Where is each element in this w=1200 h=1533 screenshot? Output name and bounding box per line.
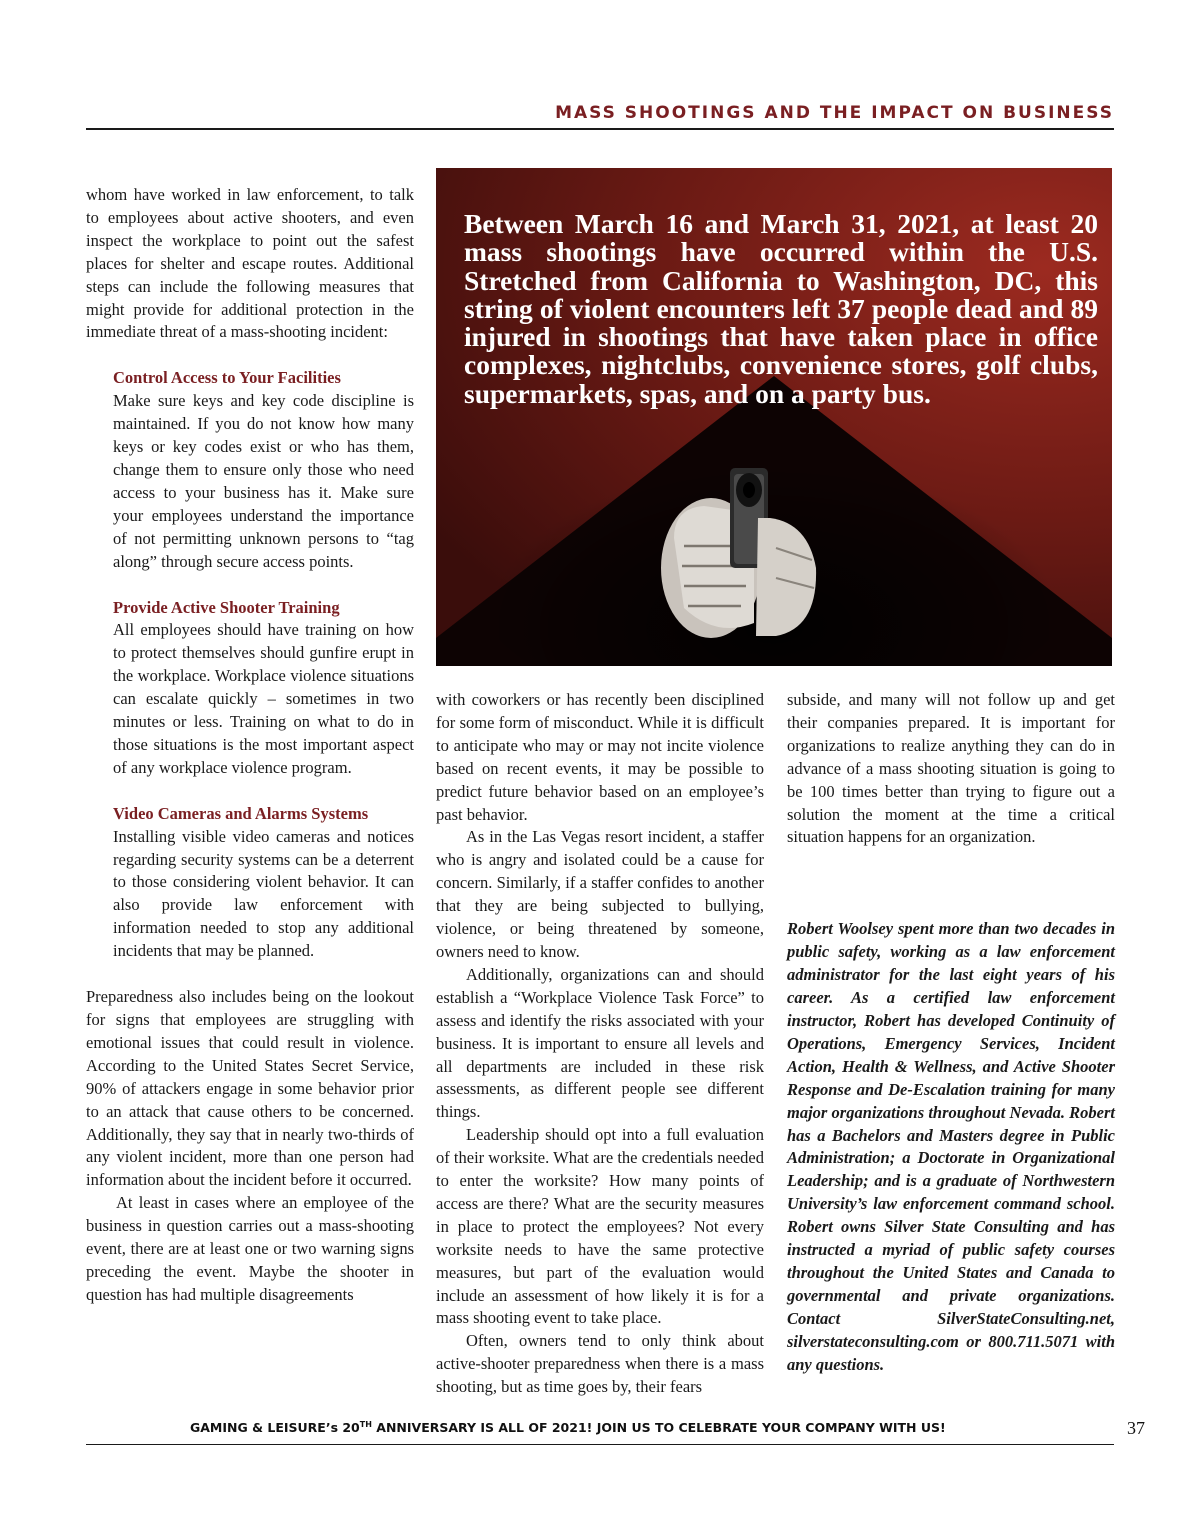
preparedness-paragraph: Preparedness also includes being on the lookout for signs that employees are struggling with emotional issues that could result in violence. According to the United States Secret Service, 90% of attackers engage in some behavior prior to an attack that cause others to be concerned. Additionally, they say that in nearly two-thirds of any violent incident, more than one person had information about the incident before it occurred. [86,987,414,1190]
column2-paragraph: As in the Las Vegas resort incident, a staffer who is angry and isolated could be a cause for concern. Similarly, if a staffer confides to another that they are being subjected to bullying, violence, or being threatened by someone, owners need to know. [436,827,764,961]
footer-rule [86,1444,1114,1445]
column2-paragraph: Additionally, organizations can and should establish a “Workplace Violence Task Force” to assess and identify the risks associated with your business. It is important to ensure all levels and all departments are included in these risk assessments, as different people see different things. [436,964,764,1122]
intro-paragraph: whom have worked in law enforcement, to talk to employees about active shooters, and even inspect the workplace to point out the safest places for shelter and escape routes. Additional steps can include the following measures that might provide for additional protection in the immediate threat of a mass-shooting incident: [86,185,414,342]
column2-paragraph: Leadership should opt into a full evaluation of their worksite. What are the credentials needed to enter the worksite? How many points of access are there? What are the security measures in place to protect the employees? Not every worksite needs to have the same protective measures, but part of the evaluation would include an assessment of how likely it is for a mass shooting event to take place. [436,1125,764,1328]
subsection-body: Installing visible video cameras and notices regarding security systems can be a deterrent to those considering violent behavior. It can also provide law enforcement with information needed to stop any additional incidents that may be planned. [113,826,414,961]
subsection-body: Make sure keys and key code discipline is maintained. If you do not know how many keys or key codes exist or who has them, change them to ensure only those who need access to your business has it. Make sure your employees understand the importance of not permitting unknown persons to “tag along” through secure access points. [113,391,414,571]
footer-text-start: GAMING & LEISURE’s 20 [190,1420,360,1436]
subsection-control-access [113,367,414,573]
author-bio: Robert Woolsey spent more than two decades in public safety, working as a law enforcement administrator for the last eight years of his career. As a certified law enforcement instructor, Robert has developed Continuity of Operations, Emergency Services, Incident Action, Health & Wellness, and Active Shooter Response and De-Escalation training for many major organizations throughout Nevada. Robert has a Bachelors and Masters degree in Public Administration; a Doctorate in Organizational Leadership; and is a graduate of Northwestern University’s law enforcement command school. Robert owns Silver State Consulting and has instructed a myriad of public safety courses throughout the United States and Canada to governmental and private organizations. Contact SilverStateConsulting.net, silverstateconsulting.com or 800.711.5071 with any questions. [787,919,1115,1374]
column-3 [787,689,1115,1376]
column2-paragraph: Often, owners tend to only think about active-shooter preparedness when there is a mass shooting, but as time goes by, their fears [436,1331,764,1397]
section-title: MASS SHOOTINGS AND THE IMPACT ON BUSINESS [555,103,1114,123]
page-number: 37 [1127,1418,1145,1438]
header-rule [86,128,1114,130]
column2-paragraph: with coworkers or has recently been disciplined for some form of misconduct. While it is difficult to anticipate who may or may not incite violence based on recent events, it may be possible to predict future behavior based on an employee’s past behavior. [436,690,764,824]
footer-superscript: TH [359,1420,372,1429]
continuation-paragraph: subside, and many will not follow up and get their companies prepared. It is important for organizations to realize anything they can do in advance of a mass shooting situation is going to be 100 times better than trying to figure out a solution the moment at the time a critical situation happens for an organization. [787,690,1115,847]
subsection-video-cameras [113,803,414,963]
warning-signs-paragraph: At least in cases where an employee of the business in question carries out a mass-shooting event, there are at least one or two warning signs preceding the event. Maybe the shooter in question has had multiple disagreements [86,1193,414,1304]
footer-text-end: ANNIVERSARY IS ALL OF 2021! JOIN US TO CELEBRATE YOUR COMPANY WITH US! [371,1420,946,1436]
subsection-heading: Video Cameras and Alarms Systems [113,803,369,823]
subsection-heading: Control Access to Your Facilities [113,368,341,388]
callout-text: Between March 16 and March 31, 2021, at least 20 mass shootings have occurred within the U.S. Stretched from California to Washington, DC, this string of violent encounters left 37 people dead and 89 injured in shootings that have taken place in office complexes, nightclubs, convenience stores, golf clubs, supermarkets, spas, and on a party bus. [464,208,1098,409]
subsection-body: All employees should have training on how to protect themselves should gunfire erupt in the workplace. Workplace violence situations can escalate quickly – sometimes in two minutes or less. Training on what to do in those situations is the most important aspect of any workplace violence program. [113,620,414,777]
column-2 [436,689,764,1399]
subsection-shooter-training [113,597,414,780]
footer-banner [190,1420,946,1435]
column-1 [86,184,414,1307]
subsection-heading: Provide Active Shooter Training [113,597,340,617]
gun-photo-callout [436,168,1112,666]
